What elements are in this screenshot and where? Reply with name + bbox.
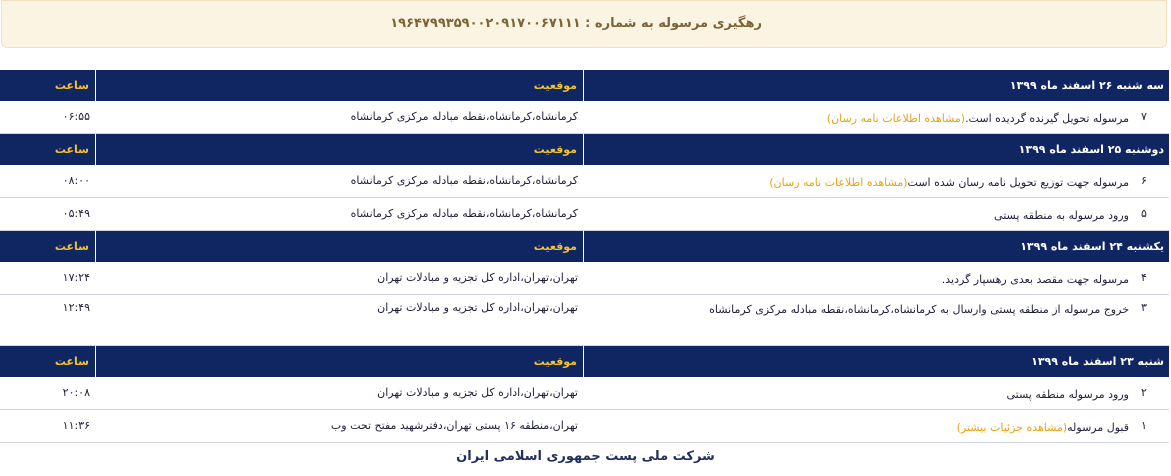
event-description: مرسوله تحویل گیرنده گردیده است. (965, 112, 1129, 125)
event-location: کرمانشاه،کرمانشاه،نقطه مبادله مرکزی کرمانشاه (350, 174, 578, 187)
table-row (0, 262, 1169, 295)
event-description: ورود مرسوله منطقه پستی (1006, 388, 1129, 401)
day-date: دوشنبه ۲۵ اسفند ماه ۱۳۹۹ (1018, 143, 1164, 156)
event-number: ۵ (1141, 207, 1147, 220)
event-description: قبول مرسوله (1067, 421, 1129, 434)
event-location: تهران،تهران،اداره کل تجزیه و مبادلات تهران (377, 271, 578, 284)
event-time: ۱۱:۳۶ (62, 419, 90, 432)
event-location: تهران،تهران،اداره کل تجزیه و مبادلات تهران (377, 301, 578, 314)
column-location-label: موقعیت (96, 134, 584, 165)
column-time-label: ساعت (0, 70, 96, 101)
event-description: ورود مرسوله به منطقه پستی (994, 209, 1129, 222)
day-header-row (0, 134, 1169, 165)
day-header-row (0, 231, 1169, 262)
tracking-header (1, 0, 1167, 48)
event-time: ۱۷:۲۴ (62, 271, 90, 284)
table-row (0, 198, 1169, 231)
table-row (0, 101, 1169, 134)
day-date: سه شنبه ۲۶ اسفند ماه ۱۳۹۹ (1009, 79, 1164, 92)
event-description: مرسوله جهت مقصد بعدی رهسپار گردید. (941, 273, 1129, 286)
view-more-details-link[interactable]: (مشاهده جزئیات بیشتر) (956, 421, 1068, 434)
event-number: ۱ (1141, 419, 1147, 432)
event-time: ۲۰:۰۸ (62, 386, 90, 399)
tracking-table (0, 70, 1169, 443)
column-location-label: موقعیت (96, 346, 584, 377)
event-time: ۰۵:۴۹ (62, 207, 90, 220)
table-row (0, 295, 1169, 346)
table-row (0, 165, 1169, 198)
event-location: تهران،منطقه ۱۶ پستی تهران،دفترشهید مفتح تحت وب (330, 419, 578, 432)
view-postman-info-link[interactable]: (مشاهده اطلاعات نامه رسان) (769, 176, 908, 189)
day-header-row (0, 70, 1169, 101)
column-location-label: موقعیت (96, 70, 584, 101)
day-date: یکشنبه ۲۴ اسفند ماه ۱۳۹۹ (1020, 240, 1164, 253)
column-time-label: ساعت (0, 134, 96, 165)
event-number: ۳ (1141, 301, 1147, 314)
event-number: ۴ (1141, 271, 1147, 284)
column-time-label: ساعت (0, 231, 96, 262)
event-number: ۶ (1141, 174, 1147, 187)
event-location: کرمانشاه،کرمانشاه،نقطه مبادله مرکزی کرمانشاه (350, 110, 578, 123)
footer-company-name: شرکت ملی پست جمهوری اسلامی ایران (456, 449, 715, 464)
event-description: خروج مرسوله از منطقه پستی وارسال به کرمانشاه،کرمانشاه،نقطه مبادله مرکزی کرمانشاه (709, 303, 1129, 316)
event-time: ۱۲:۴۹ (62, 301, 90, 314)
event-number: ۲ (1141, 386, 1147, 399)
event-time: ۰۸:۰۰ (62, 174, 90, 187)
event-location: تهران،تهران،اداره کل تجزیه و مبادلات تهران (377, 386, 578, 399)
event-description: مرسوله جهت توزیع تحویل نامه رسان شده است (907, 176, 1129, 189)
view-postman-info-link[interactable]: (مشاهده اطلاعات نامه رسان) (826, 112, 966, 125)
event-number: ۷ (1141, 110, 1147, 123)
day-header-row (0, 346, 1169, 377)
column-time-label: ساعت (0, 346, 96, 377)
table-row (0, 410, 1169, 443)
table-row (0, 377, 1169, 410)
day-date: شنبه ۲۳ اسفند ماه ۱۳۹۹ (1031, 355, 1164, 368)
event-time: ۰۶:۵۵ (62, 110, 90, 123)
tracking-title: رهگیری مرسوله به شماره : ۱۹۶۴۷۹۹۳۵۹۰۰۲۰۹۱۷۰۰۶۷۱۱۱ (390, 16, 762, 31)
column-location-label: موقعیت (96, 231, 584, 262)
event-location: کرمانشاه،کرمانشاه،نقطه مبادله مرکزی کرمانشاه (350, 207, 578, 220)
